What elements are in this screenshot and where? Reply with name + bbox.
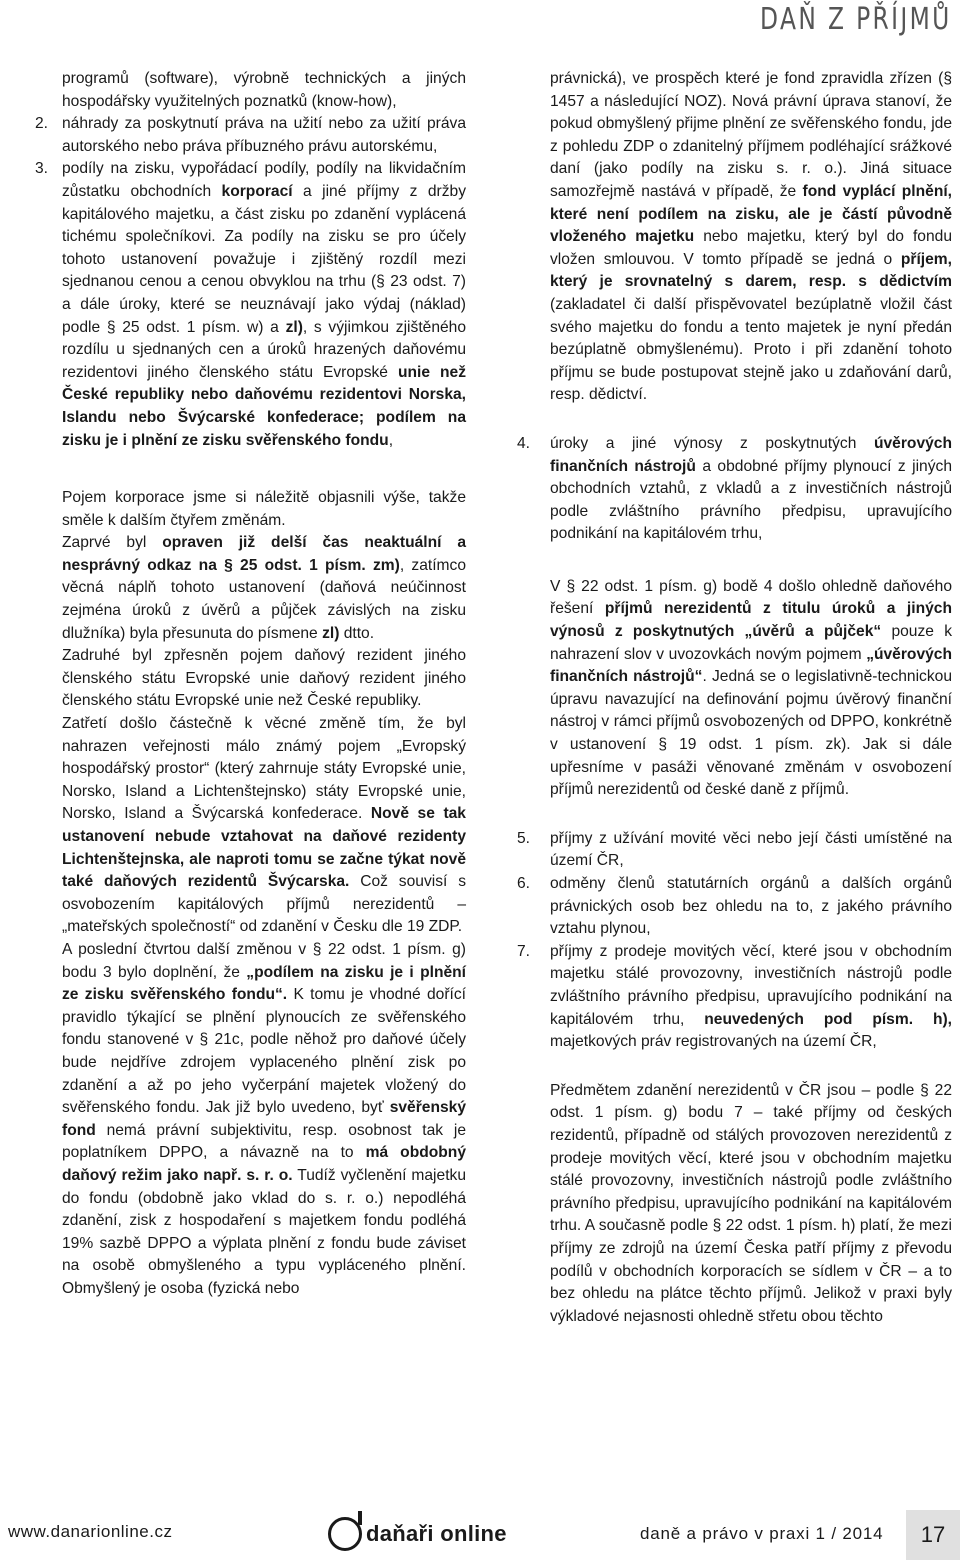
list-item-text: příjmy z užívání movité věci nebo její části umístěné na území ČR,: [550, 829, 952, 870]
list-item-intro: programů (software), výrobně technických a jiných hospodářsky využitelných poznatků (know-how),: [62, 70, 466, 110]
magazine-issue: daně a právo v praxi 1 / 2014: [640, 1524, 884, 1543]
spacer: [550, 407, 952, 433]
list-item-text: [550, 433, 952, 546]
paragraph: [62, 532, 466, 645]
paragraph: [550, 68, 952, 407]
text-run: A poslední čtvrtou další změnou v § 22 odst. 1 písm. g) bodu 3 bylo doplnění, že: [62, 940, 466, 981]
text-run: podíly na zisku, vypořádací podíly, podíly na likvidačním zůstatku obchodních: [62, 160, 466, 200]
bold-run: korporací: [221, 182, 293, 200]
list-item-text: náhrady za poskytnutí práva na užití nebo za užití práva autorského nebo práva příbuzného právu autorskému,: [62, 115, 466, 155]
bold-run: fond vyplácí plnění, které není podílem na zisku, ale je částí původně vloženého majetku: [550, 182, 953, 246]
spacer: [62, 452, 466, 487]
spacer: [550, 802, 952, 828]
bold-run: úvěrových finančních nástrojů: [550, 434, 952, 475]
section-header: DAŇ Z PŘÍJMŮ: [760, 2, 952, 37]
paragraph: Předmětem zdanění nerezidentů v ČR jsou – podle § 22 odst. 1 písm. g) bodu 7 – také příjmy od českých rezidentů, případně od stálých provozoven nerezidentů z prodeje movitých věcí, které jsou v obchodním majetku stálé provozovny, investičních nástrojů podle zvláštního právního předpisu, upravujícího podnikání na kapitálovém trhu. A současně podle § 22 odst. 1 písm. h) platí, že mezi příjmy ze zdrojů na území Česka patří příjmy z převodu podílů v obchodních korporacích se sídlem v ČR – a to bez ohledu na plátce těchto příjmů. Jelikož v praxi byly výkladové nejasnosti ohledně střetu obou těchto: [550, 1081, 952, 1325]
list-item-6: [517, 873, 952, 941]
list-item-5: [517, 828, 952, 873]
list-number: 4.: [517, 434, 531, 452]
paragraph: Zadruhé byl zpřesněn pojem daňový rezident jiného členského státu Evropské unie daňový rezident jiného členského státu Evropské unie než České republiky.: [62, 647, 466, 710]
text-run: majetkových práv registrovaných na území ČR,: [550, 1033, 877, 1051]
text-run: pouze k nahrazení slov v uvozovkách novým pojmem: [550, 623, 953, 663]
list-item-text: [62, 158, 466, 452]
left-column: [35, 68, 467, 1300]
text-run: , zatímco věcná náplň tohoto ustanovení (daňová neúčinnost zejména úroků z úvěrů a půjček závislých na zisku dlužníka) byla přesunuta do písmene: [62, 556, 466, 642]
text-run: ,: [388, 431, 394, 449]
spacer: [550, 546, 952, 576]
list-item-text: [550, 941, 952, 1054]
text-run: . Jedná se o legislativně-technickou úpravu navazující na definování pojmu úvěrový finanční nástroj v rámci příjmů osvobozených od DPPO, konkrétně v ustanovení § 19 odst. 1 písm. zk). Jak si dále upřesníme v pasáži věnované změnám v osvobození příjmů nerezidentů od české daně z příjmů.: [550, 668, 952, 799]
list-item-2: [35, 113, 466, 158]
paragraph: [62, 713, 466, 939]
bold-run: zl): [322, 624, 340, 642]
text-run: Zaprvé byl: [62, 534, 163, 552]
bold-run: „úvěrových finančních nástrojů“: [550, 645, 952, 686]
text-run: V § 22 odst. 1 písm. g) bodě 4 došlo ohledně daňového řešení: [550, 577, 952, 618]
paragraph: [62, 939, 466, 1301]
list-number: 2.: [35, 115, 49, 133]
text-run: právnická), ve prospěch které je fond zpravidla zřízen (§ 1457 a následující NOZ). Nová právní úprava stanoví, že pokud obmyšlený přijme plnění ze svěřenského fondu, jde z pohledu ZDP o zdanitelný příjmem podléhající srážkové daní (jako podíly na zisku s. r. o.). Jiná situace samozřejmě nastává v případě, že: [550, 70, 952, 200]
paragraph: Pojem korporace jsme si náležitě objasnili výše, takže směle k dalším čtyřem změnám.: [62, 489, 466, 529]
text-run: , s výjimkou zjištěného rozdílu u sjednaných cen a úroků hrazených daňovému rezidentovi jiného členského státu Evropské: [62, 318, 467, 381]
text-run: (zakladatel či další přispěvovatel bezúplatně vložil část svého majetku do fondu a tento majetek je nyní předán bezúplatně obmyšlenému). Proto i při zdanění tohoto příjmu se bude postupovat stejně jako u zdaňování darů, resp. dědictví.: [550, 295, 952, 404]
bold-run: má obdobný daňový režim jako např. s. r. o.: [62, 1144, 466, 1184]
bold-run: neuvedených pod písm. h),: [704, 1010, 953, 1028]
website-link[interactable]: www.danarionline.cz: [8, 1522, 173, 1541]
spacer: [550, 1054, 952, 1080]
page-footer: [0, 1520, 960, 1560]
bold-run: příjmů nerezidentů z titulu úroků a jiných výnosů z poskytnutých „úvěrů a půjček“: [550, 600, 952, 641]
bold-run: unie než České republiky nebo daňovému rezidentovi Norska, Islandu nebo Švýcarské konfederace; podílem na zisku je i plnění ze zisku svěřenského fondu: [62, 363, 466, 449]
list-number: 6.: [517, 875, 531, 892]
list-item-3: [35, 158, 467, 452]
logo-text: daňaři online: [366, 1521, 507, 1546]
list-item-text: odměny členů statutárních orgánů a dalších orgánů právnických osob bez ohledu na to, z jakého právního vztahu plynou,: [550, 875, 952, 938]
publisher-logo: [328, 1517, 507, 1551]
text-run: K tomu je vhodné dořící pravidlo týkající se plnění plynoucích ze svěřenského fondu stanovené v § 21c, podle něhož pro daňové účely bude nejdříve zdrojem vyplaceného plnění zisk po zdanění a až po jeho vyčerpání majetek vložený do svěřenského fondu. Jak již bylo uvedeno, byť: [62, 986, 466, 1117]
bold-run: příjem, který je srovnatelný s darem, resp. s dědictvím: [550, 250, 952, 291]
text-run: Což souvisí s osvobozením kapitálových příjmů nerezidentů – „mateřských společností“ od zdanění v Česku dle 19 ZDP.: [62, 873, 466, 936]
bold-run: opraven již delší čas neaktuální a nesprávný odkaz na § 25 odst. 1 písm. zm): [62, 534, 466, 574]
bold-run: svěřenský fond: [62, 1099, 466, 1139]
list-number: 3.: [35, 160, 49, 178]
text-run: Tudíž vyčlenění majetku do fondu (obdobně jako vklad do s. r. o.) nepodléhá zdanění, zisk z hospodaření s majetkem fondu podléhá 19% sazbě DPPO a výplata plnění z fondu bude záviset na osobě obmyšleného a typu vypláceného plnění. Obmyšlený je osoba (fyzická nebo: [62, 1166, 466, 1297]
text-run: dtto.: [339, 624, 375, 642]
page-number: 17: [906, 1510, 960, 1560]
list-number: 7.: [517, 942, 531, 960]
bold-run: zl): [285, 318, 303, 336]
text-run: a jiné příjmy z držby kapitálového majetku, a část zisku po zdanění vyplácená tichému společníkovi. Za podíly na zisku se pro účely tohoto ustanovení považuje i zjištěný rozdíl mezi sjednanou cenou a cenou obvyklou na trhu (§ 23 odst. 7) a dále úroky, které se neuznávají jako výdaj (náklad) podle § 25 odst. 1 písm. w) a: [62, 182, 466, 336]
text-run: nebo majetku, který byl do fondu vložen smlouvou. V tomto případě se jedná o: [550, 228, 952, 268]
list-item-7: [517, 941, 953, 1054]
list-number: 5.: [517, 829, 531, 847]
list-item-4: [517, 433, 952, 546]
bold-run: „podílem na zisku je i plnění ze zisku svěřenského fondu“.: [62, 963, 467, 1004]
bold-run: Nově se tak ustanovení nebude vztahovat na daňové rezidenty Lichtenštejnska, ale naproti tomu se začne týkat nově také daňových rezidentů Švýcarska.: [62, 805, 466, 891]
text-run: příjmy z prodeje movitých věcí, které jsou v obchodním majetku stálé provozovny, investičních nástrojů podle zvláštního právního předpisu, upravujícího podnikání na kapitálovém trhu,: [550, 942, 952, 1028]
text-run: Zatřetí došlo částečně k věcné změně tím, že byl nahrazen veřejnosti málo známý pojem „Evropský hospodářský prostor“ (který zahrnuje státy Evropské unie, Norsko, Island a Lichtenštejnsko) státy Evropské unie, Norsko, Island a Švýcarská konfederace.: [62, 715, 466, 823]
text-run: úroky a jiné výnosy z poskytnutých: [550, 434, 874, 452]
paragraph: [550, 576, 952, 802]
danari-logo-icon: [328, 1517, 362, 1551]
right-column: [517, 68, 953, 1328]
text-run: a obdobné příjmy plynoucí z jiných obchodních vztahů, z vkladů a z investičních nástrojů podle zvláštního právního předpisu, upravujícího podnikání na kapitálovém trhu,: [550, 457, 952, 543]
text-run: nemá právní subjektivitu, resp. osobnost tak je poplatníkem DPPO, a návazně na to: [62, 1121, 466, 1162]
